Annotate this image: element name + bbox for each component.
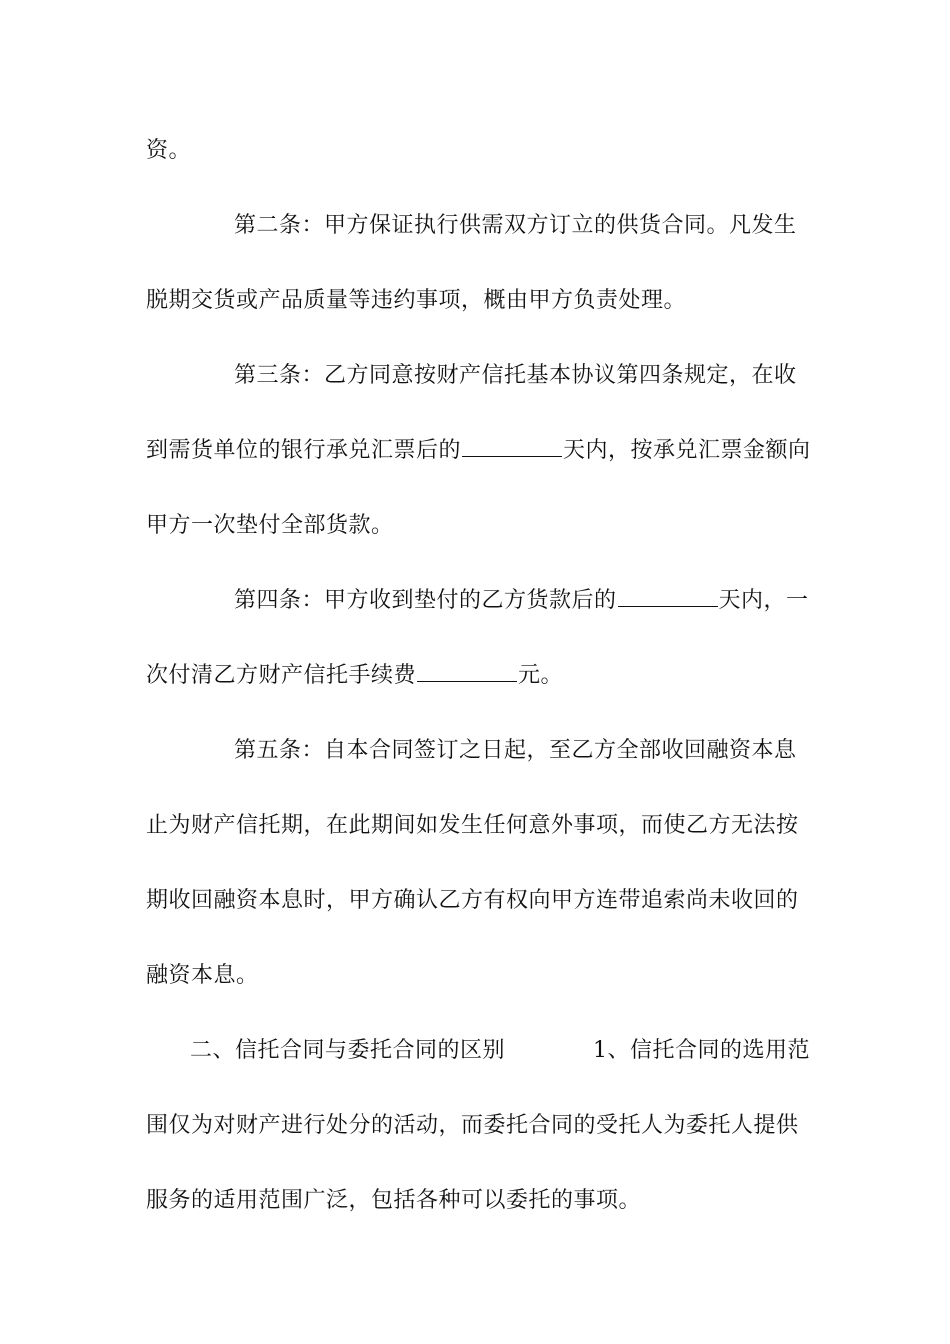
paragraph-line bbox=[146, 1109, 806, 1143]
line-text: 1、信托合同的选用范 bbox=[593, 1038, 811, 1063]
paragraph-line bbox=[146, 809, 806, 843]
fill-in-blank bbox=[618, 584, 718, 607]
clause-4-heading-line bbox=[234, 584, 809, 618]
line-text: 到需货单位的银行承兑汇票后的 bbox=[146, 438, 462, 463]
clause-2-heading-line bbox=[234, 209, 806, 243]
line-text: 次付清乙方财产信托手续费 bbox=[146, 663, 417, 688]
fill-in-blank bbox=[417, 659, 517, 682]
clause-3-heading-line bbox=[234, 359, 806, 393]
line-text: 第五条：自本合同签订之日起，至乙方全部收回融资本息 bbox=[234, 738, 797, 763]
section-2-heading-line bbox=[190, 1034, 811, 1068]
section-heading: 二、信托合同与委托合同的区别 bbox=[190, 1038, 506, 1063]
fill-in-blank bbox=[462, 434, 562, 457]
paragraph-line bbox=[146, 959, 806, 993]
paragraph-line-with-blank bbox=[146, 659, 806, 693]
line-text: 资。 bbox=[146, 138, 192, 163]
line-text: 第二条：甲方保证执行供需双方订立的供货合同。凡发生 bbox=[234, 213, 797, 238]
line-text: 第三条：乙方同意按财产信托基本协议第四条规定，在收 bbox=[234, 363, 797, 388]
line-text: 甲方一次垫付全部货款。 bbox=[146, 513, 394, 538]
line-text: 天内，一 bbox=[718, 588, 809, 613]
line-text: 围仅为对财产进行处分的活动，而委托合同的受托人为委托人提供 bbox=[146, 1113, 799, 1138]
line-text: 天内，按承兑汇票金额向 bbox=[563, 438, 811, 463]
line-text: 融资本息。 bbox=[146, 963, 259, 988]
paragraph-line bbox=[146, 884, 806, 918]
line-text: 脱期交货或产品质量等违约事项，概由甲方负责处理。 bbox=[146, 288, 687, 313]
paragraph-line bbox=[146, 1184, 806, 1218]
paragraph-line bbox=[146, 509, 806, 543]
paragraph-line-with-blank bbox=[146, 434, 811, 468]
paragraph-line bbox=[146, 284, 806, 318]
line-text: 第四条：甲方收到垫付的乙方货款后的 bbox=[234, 588, 617, 613]
line-text: 服务的适用范围广泛，包括各种可以委托的事项。 bbox=[146, 1188, 642, 1213]
paragraph-line bbox=[146, 134, 806, 168]
line-text: 止为财产信托期，在此期间如发生任何意外事项，而使乙方无法按 bbox=[146, 813, 799, 838]
line-text: 元。 bbox=[518, 663, 564, 688]
line-text: 期收回融资本息时，甲方确认乙方有权向甲方连带追索尚未收回的 bbox=[146, 888, 799, 913]
clause-5-heading-line bbox=[234, 734, 806, 768]
